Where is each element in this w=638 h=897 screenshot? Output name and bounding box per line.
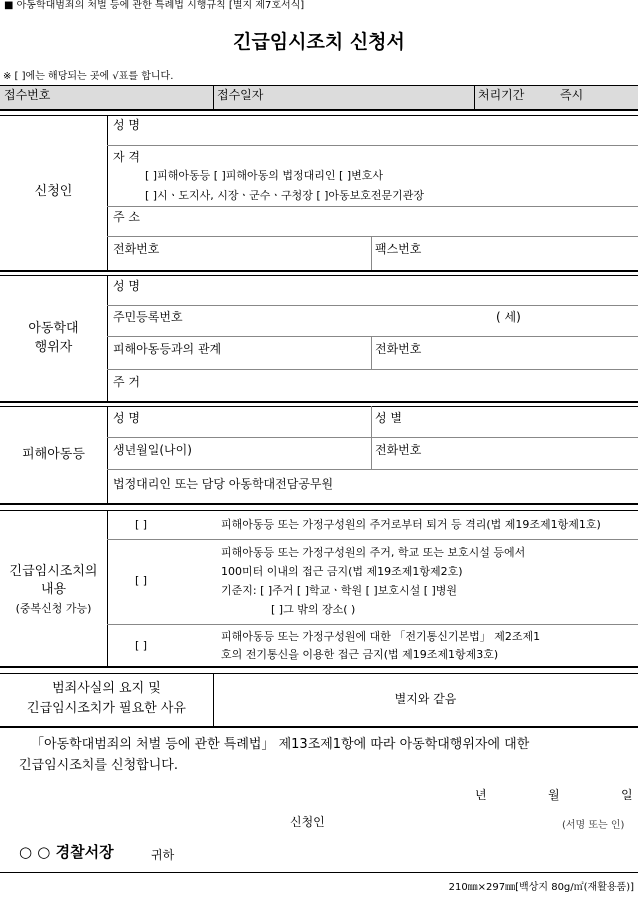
- measure-1-text: 피해아동등 또는 가정구성원의 주거로부터 퇴거 등 격리(법 제19조제1항제1호): [221, 518, 601, 531]
- applicant-fax-label: 팩스번호: [375, 242, 422, 256]
- receipt-number-label: 접수번호: [4, 88, 51, 102]
- victim-gender-label: 성 별: [375, 411, 402, 425]
- reason-label-1: 범죄사실의 요지 및: [52, 681, 161, 696]
- applicant-phone-label: 전화번호: [113, 242, 160, 256]
- receipt-date-label: 접수일자: [217, 88, 264, 102]
- measures-section-label-3: (중복신청 가능): [15, 602, 92, 615]
- abuser-relation-label: 피해아동등과의 관계: [113, 342, 222, 356]
- measure-1-checkbox[interactable]: [ ]: [135, 518, 148, 531]
- victim-birth-label: 생년월일(나이): [113, 443, 192, 457]
- measure-3-text-1: 피해아동등 또는 가정구성원에 대한 「전기통신기본법」 제2조제1: [221, 630, 541, 643]
- applicant-qualification-options-2[interactable]: [ ]시ㆍ도지사, 시장ㆍ군수ㆍ구청장 [ ]아동보호전문기관장: [145, 189, 425, 202]
- date-day-label: 일: [621, 788, 633, 802]
- statement-line-1: 「아동학대범죄의 처벌 등에 관한 특례법」 제13조제1항에 따라 아동학대행위자에 대한: [31, 737, 530, 752]
- measures-section-label-1: 긴급임시조치의: [9, 564, 98, 579]
- applicant-address-label: 주 소: [113, 210, 140, 224]
- applicant-qualification-label: 자 격: [113, 150, 140, 164]
- date-year-label: 년: [475, 788, 487, 802]
- statement-line-2: 긴급임시조치를 신청합니다.: [19, 758, 178, 773]
- abuser-residence-label: 주 거: [113, 375, 140, 389]
- receipt-band: [0, 85, 638, 109]
- reason-label-2: 긴급임시조치가 필요한 사유: [27, 701, 186, 716]
- reason-value: 별지와 같음: [394, 692, 457, 706]
- abuser-name-label: 성 명: [113, 279, 140, 293]
- victim-section-label: 피해아동등: [22, 447, 85, 462]
- form-header-note: ■ 아동학대범죄의 처벌 등에 관한 특례법 시행규칙 [별지 제7호서식]: [4, 0, 305, 11]
- recipient-name: ○ ○ 경찰서장: [19, 843, 114, 861]
- victim-name-label: 성 명: [113, 411, 140, 425]
- measure-2-text-2: 100미터 이내의 접근 금지(법 제19조제1항제2호): [221, 565, 463, 578]
- abuser-rrn-label: 주민등록번호: [113, 310, 183, 324]
- signature-note: (서명 또는 인): [562, 820, 625, 831]
- paper-spec: 210㎜×297㎜[백상지 80g/㎡(재활용품)]: [448, 882, 634, 893]
- date-month-label: 월: [548, 788, 560, 802]
- recipient-suffix: 귀하: [151, 848, 175, 862]
- applicant-section-label: 신청인: [34, 184, 73, 199]
- abuser-name-field[interactable]: [175, 276, 635, 304]
- signature-label: 신청인: [290, 815, 325, 829]
- abuser-section-label-1: 아동학대: [28, 321, 79, 336]
- abuser-residence-field[interactable]: [175, 370, 635, 400]
- instruction-text: ※ [ ]에는 해당되는 곳에 √표를 합니다.: [3, 71, 174, 82]
- processing-period-label: 처리기간: [478, 88, 525, 102]
- measure-2-location-options[interactable]: 기준지: [ ]주거 [ ]학교ㆍ학원 [ ]보호시설 [ ]병원: [221, 584, 458, 597]
- victim-guardian-label: 법정대리인 또는 담당 아동학대전담공무원: [113, 477, 334, 491]
- applicant-name-field[interactable]: [175, 114, 635, 144]
- measure-2-text-1: 피해아동등 또는 가정구성원의 주거, 학교 또는 보호시설 등에서: [221, 546, 526, 559]
- measures-section-label-2: 내용: [40, 582, 67, 597]
- measure-3-checkbox[interactable]: [ ]: [135, 639, 148, 652]
- processing-period-value: 즉시: [560, 88, 584, 102]
- applicant-address-field[interactable]: [175, 207, 635, 235]
- applicant-name-label: 성 명: [113, 118, 140, 132]
- abuser-phone-label: 전화번호: [375, 342, 422, 356]
- measure-2-other-location[interactable]: [ ]그 밖의 장소( ): [271, 603, 356, 616]
- measure-2-checkbox[interactable]: [ ]: [135, 574, 148, 587]
- abuser-section-label-2: 행위자: [34, 340, 73, 355]
- measure-3-text-2: 호의 전기통신을 이용한 접근 금지(법 제19조제1항제3호): [221, 648, 499, 661]
- victim-phone-label: 전화번호: [375, 443, 422, 457]
- abuser-age-field[interactable]: ( 세): [496, 310, 521, 324]
- document-title: 긴급임시조치 신청서: [233, 31, 405, 53]
- applicant-qualification-options-1[interactable]: [ ]피해아동등 [ ]피해아동의 법정대리인 [ ]변호사: [145, 169, 383, 182]
